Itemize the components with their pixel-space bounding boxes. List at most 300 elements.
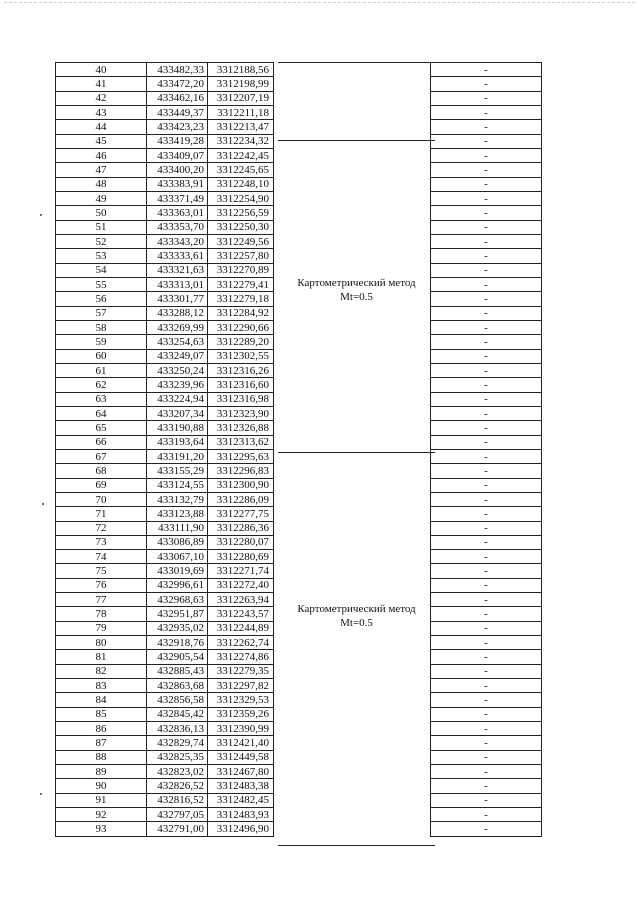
table-row — [56, 163, 274, 177]
y-coordinate-cell: 3312279,35 — [208, 664, 274, 678]
method-group-1-label — [278, 276, 435, 304]
x-coordinate-cell: 432791,00 — [147, 822, 208, 836]
y-coordinate-cell: 3312207,19 — [208, 91, 274, 105]
x-coordinate-cell: 432823,02 — [147, 765, 208, 779]
point-number-cell: 85 — [56, 707, 147, 721]
point-number-cell: 47 — [56, 163, 147, 177]
mark-cell: - — [431, 449, 542, 463]
table-row — [56, 650, 274, 664]
marks-row — [431, 406, 542, 420]
table-row — [56, 750, 274, 764]
point-number-cell: 67 — [56, 449, 147, 463]
point-number-cell: 60 — [56, 349, 147, 363]
x-coordinate-cell: 433111,90 — [147, 521, 208, 535]
coordinates-table-body — [56, 63, 274, 837]
table-row — [56, 492, 274, 506]
y-coordinate-cell: 3312280,07 — [208, 535, 274, 549]
x-coordinate-cell: 433313,01 — [147, 277, 208, 291]
point-number-cell: 93 — [56, 822, 147, 836]
point-number-cell: 68 — [56, 464, 147, 478]
point-number-cell: 72 — [56, 521, 147, 535]
marks-row — [431, 63, 542, 77]
mark-cell: - — [431, 277, 542, 291]
x-coordinate-cell: 433124,55 — [147, 478, 208, 492]
marks-row — [431, 335, 542, 349]
marks-row — [431, 449, 542, 463]
x-coordinate-cell: 432829,74 — [147, 736, 208, 750]
y-coordinate-cell: 3312329,53 — [208, 693, 274, 707]
point-number-cell: 75 — [56, 564, 147, 578]
y-coordinate-cell: 3312211,18 — [208, 105, 274, 119]
mark-cell: - — [431, 550, 542, 564]
y-coordinate-cell: 3312290,66 — [208, 320, 274, 334]
y-coordinate-cell: 3312300,90 — [208, 478, 274, 492]
marks-row — [431, 421, 542, 435]
table-row — [56, 779, 274, 793]
table-row — [56, 435, 274, 449]
marks-row — [431, 163, 542, 177]
y-coordinate-cell: 3312272,40 — [208, 578, 274, 592]
marks-row — [431, 478, 542, 492]
point-number-cell: 48 — [56, 177, 147, 191]
mark-cell: - — [431, 292, 542, 306]
method-group-2-label — [278, 602, 435, 630]
mark-cell: - — [431, 77, 542, 91]
x-coordinate-cell: 432935,02 — [147, 621, 208, 635]
y-coordinate-cell: 3312262,74 — [208, 636, 274, 650]
x-coordinate-cell: 433321,63 — [147, 263, 208, 277]
point-number-cell: 83 — [56, 679, 147, 693]
point-number-cell: 88 — [56, 750, 147, 764]
marks-row — [431, 822, 542, 836]
table-row — [56, 349, 274, 363]
x-coordinate-cell: 433400,20 — [147, 163, 208, 177]
x-coordinate-cell: 432836,13 — [147, 722, 208, 736]
marks-row — [431, 765, 542, 779]
marks-row — [431, 736, 542, 750]
marks-row — [431, 621, 542, 635]
y-coordinate-cell: 3312313,62 — [208, 435, 274, 449]
y-coordinate-cell: 3312248,10 — [208, 177, 274, 191]
y-coordinate-cell: 3312482,45 — [208, 793, 274, 807]
point-number-cell: 87 — [56, 736, 147, 750]
x-coordinate-cell: 433250,24 — [147, 363, 208, 377]
mark-cell: - — [431, 607, 542, 621]
mark-cell: - — [431, 664, 542, 678]
marks-row — [431, 593, 542, 607]
marks-row — [431, 550, 542, 564]
point-number-cell: 80 — [56, 636, 147, 650]
mark-cell: - — [431, 808, 542, 822]
table-row — [56, 464, 274, 478]
y-coordinate-cell: 3312198,99 — [208, 77, 274, 91]
mark-cell: - — [431, 793, 542, 807]
table-row — [56, 63, 274, 77]
point-number-cell: 55 — [56, 277, 147, 291]
marks-row — [431, 263, 542, 277]
point-number-cell: 84 — [56, 693, 147, 707]
marks-row — [431, 492, 542, 506]
x-coordinate-cell: 433363,01 — [147, 206, 208, 220]
mark-cell: - — [431, 134, 542, 148]
x-coordinate-cell: 433019,69 — [147, 564, 208, 578]
method-group-separator — [278, 140, 435, 141]
table-row — [56, 77, 274, 91]
mark-cell: - — [431, 822, 542, 836]
point-number-cell: 74 — [56, 550, 147, 564]
x-coordinate-cell: 433301,77 — [147, 292, 208, 306]
marks-row — [431, 148, 542, 162]
x-coordinate-cell: 433333,61 — [147, 249, 208, 263]
marks-row — [431, 292, 542, 306]
marks-row — [431, 808, 542, 822]
x-coordinate-cell: 433086,89 — [147, 535, 208, 549]
mark-cell: - — [431, 779, 542, 793]
table-row — [56, 578, 274, 592]
mark-cell: - — [431, 220, 542, 234]
y-coordinate-cell: 3312496,90 — [208, 822, 274, 836]
x-coordinate-cell: 433191,20 — [147, 449, 208, 463]
table-row — [56, 234, 274, 248]
marks-row — [431, 306, 542, 320]
mark-cell: - — [431, 378, 542, 392]
point-number-cell: 51 — [56, 220, 147, 234]
point-number-cell: 76 — [56, 578, 147, 592]
point-number-cell: 79 — [56, 621, 147, 635]
x-coordinate-cell: 432885,43 — [147, 664, 208, 678]
point-number-cell: 69 — [56, 478, 147, 492]
y-coordinate-cell: 3312323,90 — [208, 406, 274, 420]
mark-cell: - — [431, 91, 542, 105]
table-row — [56, 306, 274, 320]
method-group-1-method: Картометрический метод — [297, 276, 416, 289]
x-coordinate-cell: 433239,96 — [147, 378, 208, 392]
table-row — [56, 292, 274, 306]
marks-row — [431, 91, 542, 105]
table-row — [56, 636, 274, 650]
table-row — [56, 607, 274, 621]
table-row — [56, 521, 274, 535]
mark-cell: - — [431, 148, 542, 162]
mark-cell: - — [431, 363, 542, 377]
scan-speck — [40, 793, 42, 795]
x-coordinate-cell: 433132,79 — [147, 492, 208, 506]
y-coordinate-cell: 3312263,94 — [208, 593, 274, 607]
table-row — [56, 263, 274, 277]
point-number-cell: 49 — [56, 191, 147, 205]
method-group-2-method: Картометрический метод — [297, 603, 416, 616]
mark-cell: - — [431, 249, 542, 263]
point-number-cell: 91 — [56, 793, 147, 807]
x-coordinate-cell: 432816,52 — [147, 793, 208, 807]
mark-cell: - — [431, 120, 542, 134]
x-coordinate-cell: 433409,07 — [147, 148, 208, 162]
mark-cell: - — [431, 406, 542, 420]
mark-cell: - — [431, 593, 542, 607]
x-coordinate-cell: 433423,23 — [147, 120, 208, 134]
table-row — [56, 206, 274, 220]
point-number-cell: 62 — [56, 378, 147, 392]
point-number-cell: 81 — [56, 650, 147, 664]
y-coordinate-cell: 3312286,36 — [208, 521, 274, 535]
point-number-cell: 66 — [56, 435, 147, 449]
table-row — [56, 736, 274, 750]
table-row — [56, 191, 274, 205]
x-coordinate-cell: 433482,33 — [147, 63, 208, 77]
marks-row — [431, 750, 542, 764]
mark-cell: - — [431, 435, 542, 449]
y-coordinate-cell: 3312274,86 — [208, 650, 274, 664]
marks-row — [431, 206, 542, 220]
table-row — [56, 722, 274, 736]
mark-cell: - — [431, 306, 542, 320]
x-coordinate-cell: 433343,20 — [147, 234, 208, 248]
point-number-cell: 41 — [56, 77, 147, 91]
mark-cell: - — [431, 722, 542, 736]
marks-row — [431, 249, 542, 263]
table-row — [56, 421, 274, 435]
point-number-cell: 56 — [56, 292, 147, 306]
mark-cell: - — [431, 263, 542, 277]
marks-row — [431, 693, 542, 707]
mark-cell: - — [431, 464, 542, 478]
table-row — [56, 378, 274, 392]
x-coordinate-cell: 433249,07 — [147, 349, 208, 363]
y-coordinate-cell: 3312467,80 — [208, 765, 274, 779]
y-coordinate-cell: 3312188,56 — [208, 63, 274, 77]
method-group-1-accuracy: Mt=0.5 — [340, 290, 373, 303]
x-coordinate-cell: 433067,10 — [147, 550, 208, 564]
x-coordinate-cell: 433123,88 — [147, 507, 208, 521]
mark-cell: - — [431, 750, 542, 764]
mark-cell: - — [431, 349, 542, 363]
table-row — [56, 134, 274, 148]
point-number-cell: 90 — [56, 779, 147, 793]
x-coordinate-cell: 432845,42 — [147, 707, 208, 721]
mark-cell: - — [431, 650, 542, 664]
y-coordinate-cell: 3312234,32 — [208, 134, 274, 148]
point-number-cell: 86 — [56, 722, 147, 736]
x-coordinate-cell: 432918,76 — [147, 636, 208, 650]
marks-row — [431, 664, 542, 678]
mark-cell: - — [431, 521, 542, 535]
mark-cell: - — [431, 105, 542, 119]
mark-cell: - — [431, 335, 542, 349]
table-row — [56, 550, 274, 564]
marks-row — [431, 277, 542, 291]
y-coordinate-cell: 3312249,56 — [208, 234, 274, 248]
point-number-cell: 43 — [56, 105, 147, 119]
mark-cell: - — [431, 392, 542, 406]
scan-speck — [40, 214, 42, 216]
table-row — [56, 507, 274, 521]
x-coordinate-cell: 432826,52 — [147, 779, 208, 793]
table-row — [56, 392, 274, 406]
mark-cell: - — [431, 621, 542, 635]
y-coordinate-cell: 3312245,65 — [208, 163, 274, 177]
table-row — [56, 406, 274, 420]
point-number-cell: 45 — [56, 134, 147, 148]
table-row — [56, 91, 274, 105]
y-coordinate-cell: 3312244,89 — [208, 621, 274, 635]
y-coordinate-cell: 3312279,41 — [208, 277, 274, 291]
point-number-cell: 77 — [56, 593, 147, 607]
marks-row — [431, 636, 542, 650]
marks-table — [430, 62, 542, 837]
point-number-cell: 73 — [56, 535, 147, 549]
x-coordinate-cell: 433371,49 — [147, 191, 208, 205]
table-row — [56, 707, 274, 721]
table-row — [56, 664, 274, 678]
marks-row — [431, 349, 542, 363]
y-coordinate-cell: 3312390,99 — [208, 722, 274, 736]
table-row — [56, 808, 274, 822]
table-row — [56, 793, 274, 807]
marks-row — [431, 464, 542, 478]
y-coordinate-cell: 3312270,89 — [208, 263, 274, 277]
x-coordinate-cell: 433254,63 — [147, 335, 208, 349]
mark-cell: - — [431, 693, 542, 707]
x-coordinate-cell: 433155,29 — [147, 464, 208, 478]
table-row — [56, 822, 274, 836]
point-number-cell: 50 — [56, 206, 147, 220]
marks-table-body — [431, 63, 542, 837]
point-number-cell: 42 — [56, 91, 147, 105]
mark-cell: - — [431, 191, 542, 205]
mark-cell: - — [431, 765, 542, 779]
x-coordinate-cell: 432856,58 — [147, 693, 208, 707]
table-row — [56, 593, 274, 607]
table-row — [56, 765, 274, 779]
table-row — [56, 449, 274, 463]
scan-top-edge — [4, 2, 635, 3]
table-row — [56, 363, 274, 377]
mark-cell: - — [431, 492, 542, 506]
y-coordinate-cell: 3312359,26 — [208, 707, 274, 721]
y-coordinate-cell: 3312483,38 — [208, 779, 274, 793]
y-coordinate-cell: 3312279,18 — [208, 292, 274, 306]
mark-cell: - — [431, 206, 542, 220]
marks-row — [431, 435, 542, 449]
y-coordinate-cell: 3312280,69 — [208, 550, 274, 564]
x-coordinate-cell: 433207,34 — [147, 406, 208, 420]
mark-cell: - — [431, 234, 542, 248]
table-row — [56, 478, 274, 492]
method-group-2-accuracy: Mt=0.5 — [340, 617, 373, 630]
table-row — [56, 148, 274, 162]
point-number-cell: 65 — [56, 421, 147, 435]
point-number-cell: 61 — [56, 363, 147, 377]
table-row — [56, 535, 274, 549]
y-coordinate-cell: 3312254,90 — [208, 191, 274, 205]
x-coordinate-cell: 433449,37 — [147, 105, 208, 119]
table-row — [56, 105, 274, 119]
marks-row — [431, 234, 542, 248]
x-coordinate-cell: 432797,05 — [147, 808, 208, 822]
y-coordinate-cell: 3312257,80 — [208, 249, 274, 263]
x-coordinate-cell: 433353,70 — [147, 220, 208, 234]
y-coordinate-cell: 3312295,63 — [208, 449, 274, 463]
mark-cell: - — [431, 163, 542, 177]
marks-row — [431, 779, 542, 793]
marks-row — [431, 679, 542, 693]
marks-row — [431, 521, 542, 535]
marks-row — [431, 77, 542, 91]
marks-row — [431, 793, 542, 807]
scan-speck — [42, 503, 44, 505]
x-coordinate-cell: 433190,88 — [147, 421, 208, 435]
marks-row — [431, 507, 542, 521]
y-coordinate-cell: 3312297,82 — [208, 679, 274, 693]
point-number-cell: 89 — [56, 765, 147, 779]
point-number-cell: 63 — [56, 392, 147, 406]
y-coordinate-cell: 3312316,60 — [208, 378, 274, 392]
point-number-cell: 52 — [56, 234, 147, 248]
point-number-cell: 44 — [56, 120, 147, 134]
point-number-cell: 71 — [56, 507, 147, 521]
y-coordinate-cell: 3312326,88 — [208, 421, 274, 435]
marks-row — [431, 363, 542, 377]
table-row — [56, 335, 274, 349]
table-row — [56, 621, 274, 635]
marks-row — [431, 191, 542, 205]
y-coordinate-cell: 3312256,59 — [208, 206, 274, 220]
marks-row — [431, 607, 542, 621]
y-coordinate-cell: 3312250,30 — [208, 220, 274, 234]
y-coordinate-cell: 3312449,58 — [208, 750, 274, 764]
x-coordinate-cell: 433224,94 — [147, 392, 208, 406]
x-coordinate-cell: 432968,63 — [147, 593, 208, 607]
point-number-cell: 92 — [56, 808, 147, 822]
marks-row — [431, 177, 542, 191]
point-number-cell: 64 — [56, 406, 147, 420]
table-row — [56, 320, 274, 334]
y-coordinate-cell: 3312421,40 — [208, 736, 274, 750]
x-coordinate-cell: 433383,91 — [147, 177, 208, 191]
point-number-cell: 59 — [56, 335, 147, 349]
x-coordinate-cell: 433269,99 — [147, 320, 208, 334]
mark-cell: - — [431, 707, 542, 721]
point-number-cell: 82 — [56, 664, 147, 678]
point-number-cell: 54 — [56, 263, 147, 277]
table-row — [56, 177, 274, 191]
x-coordinate-cell: 432996,61 — [147, 578, 208, 592]
y-coordinate-cell: 3312243,57 — [208, 607, 274, 621]
marks-row — [431, 392, 542, 406]
y-coordinate-cell: 3312483,93 — [208, 808, 274, 822]
marks-row — [431, 650, 542, 664]
mark-cell: - — [431, 564, 542, 578]
point-number-cell: 70 — [56, 492, 147, 506]
table-row — [56, 564, 274, 578]
marks-row — [431, 105, 542, 119]
method-group-separator — [278, 452, 435, 453]
x-coordinate-cell: 432905,54 — [147, 650, 208, 664]
x-coordinate-cell: 433193,64 — [147, 435, 208, 449]
marks-row — [431, 722, 542, 736]
y-coordinate-cell: 3312277,75 — [208, 507, 274, 521]
y-coordinate-cell: 3312271,74 — [208, 564, 274, 578]
mark-cell: - — [431, 320, 542, 334]
x-coordinate-cell: 432951,87 — [147, 607, 208, 621]
point-number-cell: 58 — [56, 320, 147, 334]
point-number-cell: 78 — [56, 607, 147, 621]
x-coordinate-cell: 433472,20 — [147, 77, 208, 91]
point-number-cell: 40 — [56, 63, 147, 77]
marks-row — [431, 120, 542, 134]
mark-cell: - — [431, 679, 542, 693]
mark-cell: - — [431, 177, 542, 191]
